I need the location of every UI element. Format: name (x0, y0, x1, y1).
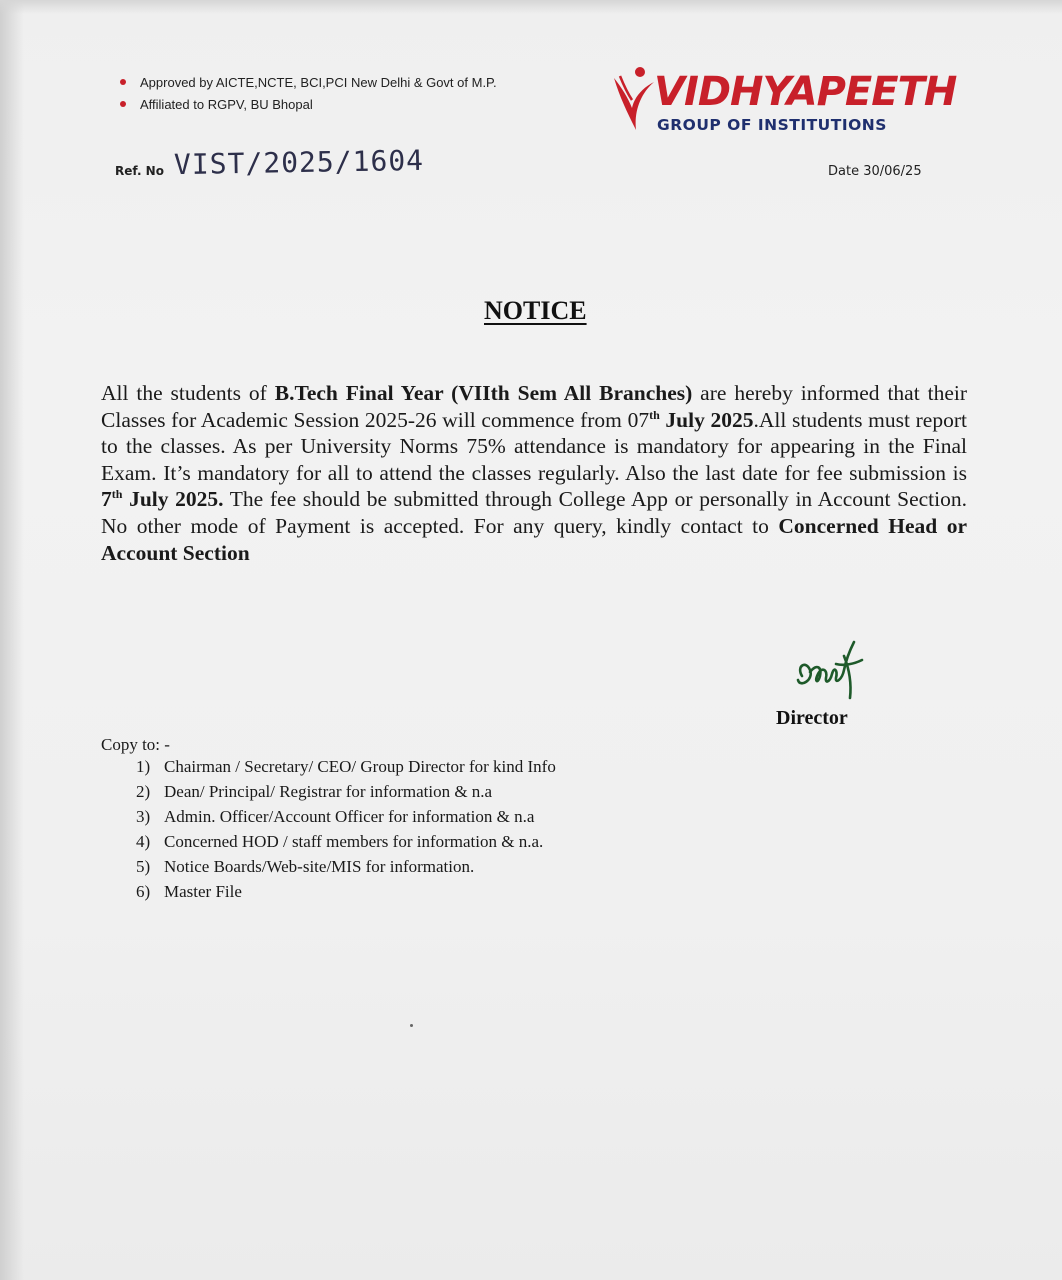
notice-body (101, 380, 967, 566)
list-text: Notice Boards/Web-site/MIS for information. (164, 857, 475, 876)
body-text-segment: All the students of (101, 381, 275, 405)
page-shadow-top (0, 0, 1062, 14)
list-item (136, 804, 556, 829)
copy-to-list (136, 754, 556, 904)
notice-date: Date 30/06/25 (828, 164, 922, 179)
list-number: 1) (136, 757, 151, 776)
signatory-title: Director (776, 707, 848, 729)
list-text: Concerned HOD / staff members for information & n.a. (164, 832, 544, 851)
ordinal-suffix: th (649, 407, 660, 422)
list-number: 6) (136, 882, 151, 901)
paper-speck (410, 1024, 413, 1027)
institution-logo (608, 60, 958, 140)
list-item (136, 754, 556, 779)
list-text: Master File (164, 882, 242, 901)
body-text-segment: .All students must report to the classes. As per University Norms 75% attendance is mandatory for appearing in the Final Exam. It’s mandatory for all to attend the classes regularly. Also the last date for fee submission is (101, 407, 967, 485)
body-bold-segment: 7 (101, 487, 112, 512)
logo-name: VIDHYAPEETH (654, 69, 957, 115)
body-bold-segment: Concerned Head or Account Section (101, 513, 967, 565)
list-item (136, 829, 556, 854)
list-text: Dean/ Principal/ Registrar for information & n.a (164, 782, 493, 801)
list-number: 5) (136, 857, 151, 876)
list-text: Admin. Officer/Account Officer for information & n.a (164, 807, 535, 826)
list-text: Chairman / Secretary/ CEO/ Group Director for kind Info (164, 757, 556, 776)
body-bold-segment: July 2025 (659, 407, 754, 432)
logo-figure-icon (610, 64, 658, 134)
reference-number: VIST/2025/1604 (173, 143, 425, 182)
page-shadow-left (0, 0, 24, 1280)
body-bold-segment: B.Tech Final Year (VIIth Sem All Branches) (274, 381, 693, 405)
approval-item: Approved by AICTE,NCTE, BCI,PCI New Delhi & Govt of M.P. (118, 72, 497, 94)
ordinal-suffix: th (111, 487, 123, 502)
approval-item: Affiliated to RGPV, BU Bhopal (118, 94, 497, 116)
body-text-segment: are hereby informed that their Classes for Academic Session 2025-26 will commence from 07 (101, 381, 967, 432)
list-number: 3) (136, 807, 151, 826)
director-signature (792, 636, 872, 706)
copy-to-label: Copy to: - (101, 735, 170, 754)
approval-list (118, 72, 497, 116)
list-item (136, 779, 556, 804)
list-item (136, 854, 556, 879)
page-title: NOTICE (484, 296, 587, 325)
list-item (136, 879, 556, 904)
body-bold-segment: July 2025. (122, 487, 224, 512)
list-number: 2) (136, 782, 151, 801)
body-text-segment: The fee should be submitted through College App or personally in Account Section. No other mode of Payment is accepted. For any query, kindly contact to (101, 487, 967, 538)
reference-label: Ref. No (115, 164, 164, 178)
logo-subtitle: GROUP OF INSTITUTIONS (657, 116, 887, 134)
list-number: 4) (136, 832, 151, 851)
